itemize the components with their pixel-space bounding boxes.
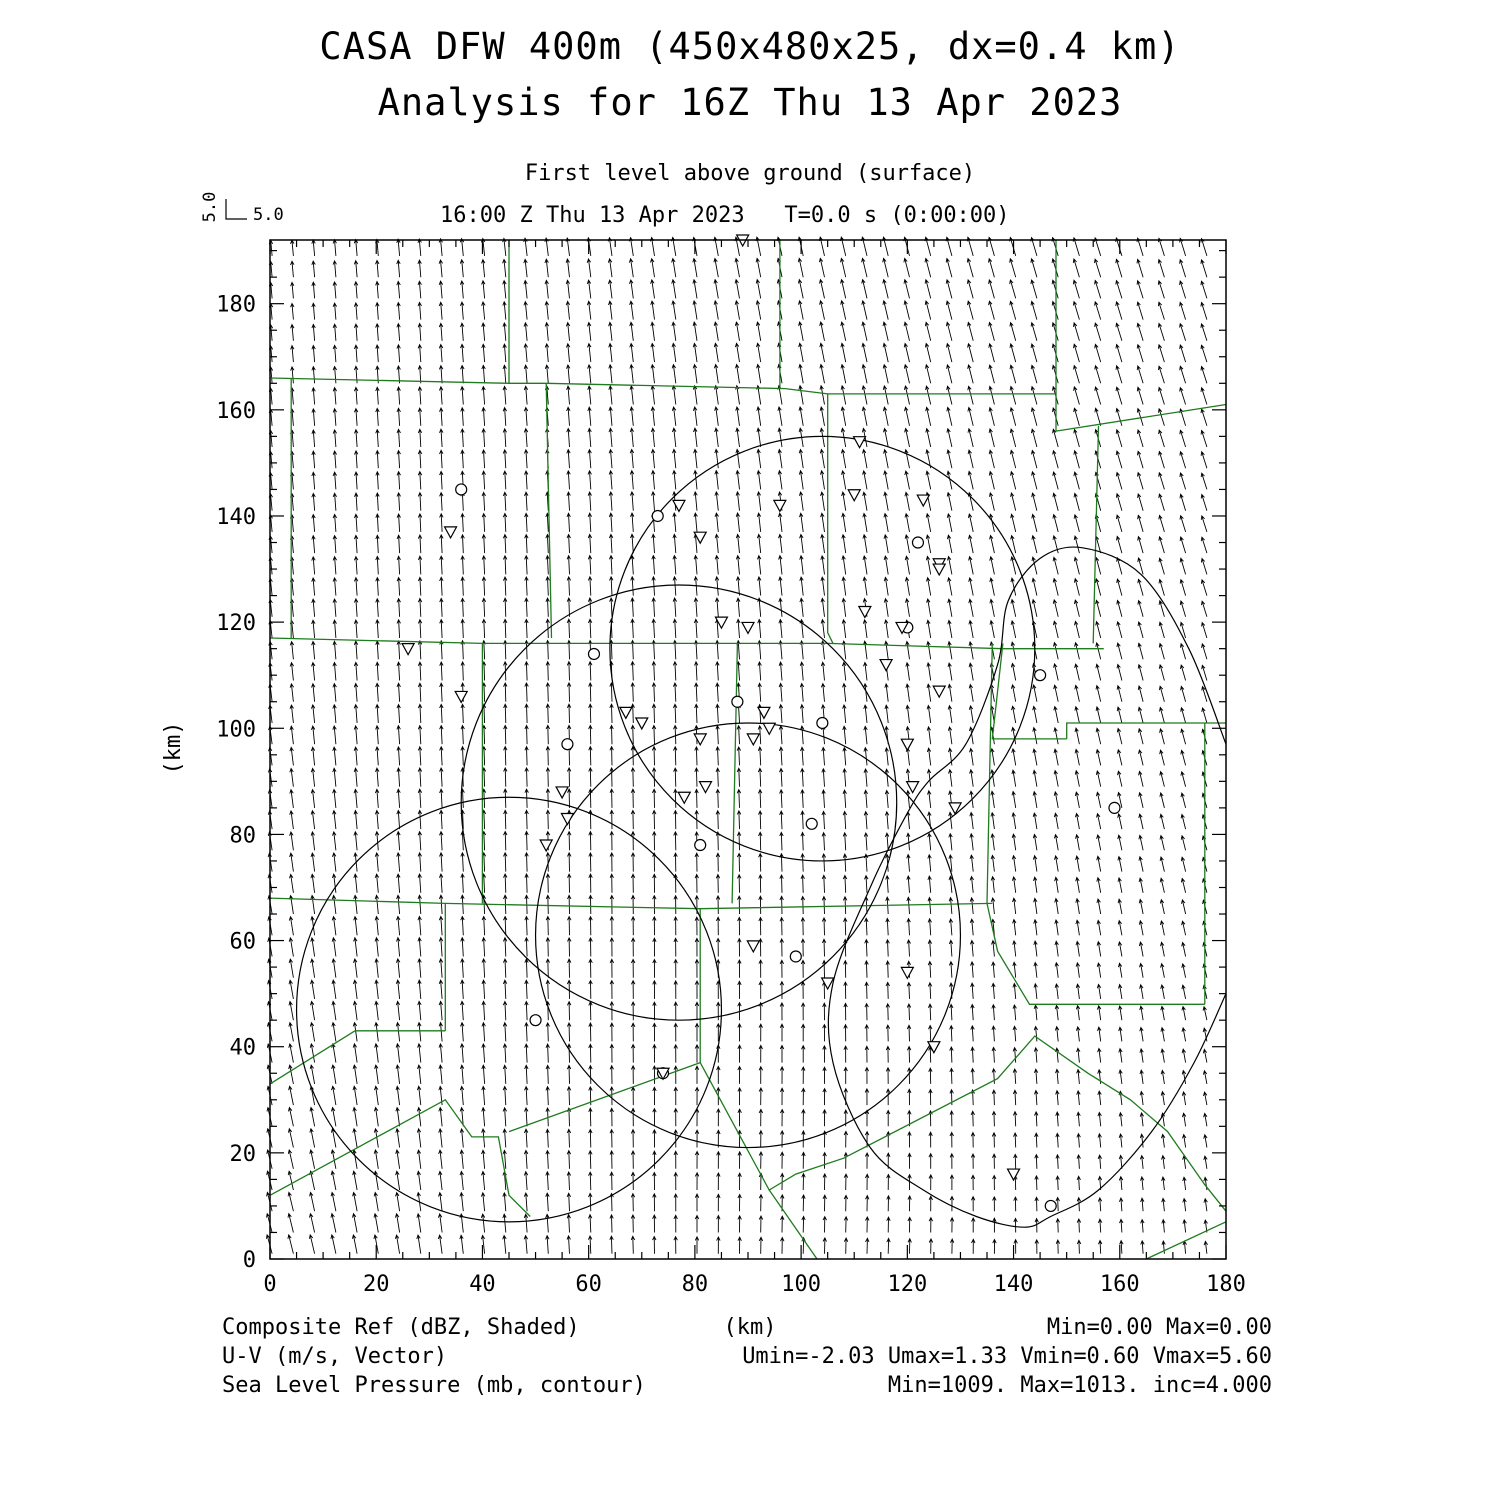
level-subtitle: First level above ground (surface) bbox=[524, 161, 976, 186]
y-axis bbox=[216, 251, 1226, 1273]
y-tick-label: 120 bbox=[216, 611, 256, 637]
footer-reflectivity-range: Min=0.00 Max=0.00 bbox=[1046, 1315, 1272, 1340]
county-boundary bbox=[270, 378, 1056, 394]
station-triangle bbox=[561, 813, 573, 824]
plot-frame bbox=[270, 240, 1226, 1259]
title-line-2: Analysis for 16Z Thu 13 Apr 2023 bbox=[377, 81, 1123, 124]
station-circle bbox=[456, 484, 467, 495]
station-triangle bbox=[848, 490, 860, 501]
station-triangle bbox=[949, 803, 961, 814]
station-triangle bbox=[901, 967, 913, 978]
y-axis-label: (km) bbox=[161, 721, 186, 775]
station-triangle bbox=[636, 718, 648, 729]
station-circle bbox=[1109, 802, 1120, 813]
station-triangle bbox=[1008, 1169, 1020, 1180]
vector-scale-v-label: 5.0 bbox=[200, 191, 220, 223]
footer-pressure-label: Sea Level Pressure (mb, contour) bbox=[222, 1373, 646, 1398]
station-triangle bbox=[933, 564, 945, 575]
station-triangle bbox=[933, 686, 945, 697]
y-tick-label: 40 bbox=[229, 1035, 256, 1061]
station-circle bbox=[562, 739, 573, 750]
station-triangle bbox=[455, 691, 467, 702]
y-tick-label: 60 bbox=[229, 929, 256, 955]
station-triangle bbox=[901, 739, 913, 750]
station-triangle bbox=[747, 941, 759, 952]
wind-vector-field bbox=[266, 237, 1207, 1254]
y-tick-label: 140 bbox=[216, 504, 256, 530]
station-triangle bbox=[673, 500, 685, 511]
station-circle bbox=[817, 717, 828, 728]
station-triangle bbox=[854, 437, 866, 448]
county-boundary bbox=[1146, 1222, 1226, 1259]
title-line-1: CASA DFW 400m (450x480x25, dx=0.4 km) bbox=[319, 25, 1181, 68]
county-boundary bbox=[270, 638, 1104, 649]
vector-scale-u-label: 5.0 bbox=[253, 205, 284, 225]
station-triangle bbox=[763, 723, 775, 734]
county-boundary bbox=[732, 643, 737, 903]
station-circle bbox=[1035, 670, 1046, 681]
footer-pressure-range: Min=1009. Max=1013. inc=4.000 bbox=[887, 1373, 1272, 1398]
station-circle bbox=[695, 840, 706, 851]
county-boundary bbox=[509, 1063, 700, 1132]
x-axis-label: (km) bbox=[723, 1315, 777, 1340]
station-triangle bbox=[917, 495, 929, 506]
footer-vector-label: U-V (m/s, Vector) bbox=[222, 1344, 448, 1369]
station-triangle bbox=[694, 734, 706, 745]
county-boundary bbox=[987, 903, 1205, 1004]
station-circle bbox=[588, 648, 599, 659]
x-tick-label: 80 bbox=[681, 1272, 709, 1297]
y-tick-label: 180 bbox=[216, 292, 256, 318]
radar-range-rings bbox=[297, 436, 1035, 1221]
y-tick-label: 20 bbox=[229, 1141, 256, 1167]
station-triangle bbox=[859, 607, 871, 618]
station-triangle bbox=[742, 622, 754, 633]
county-boundary bbox=[270, 898, 992, 909]
x-tick-label: 60 bbox=[575, 1272, 602, 1297]
footer-reflectivity-label: Composite Ref (dBZ, Shaded) bbox=[222, 1315, 580, 1340]
x-tick-label: 0 bbox=[263, 1272, 277, 1297]
x-tick-label: 180 bbox=[1206, 1272, 1246, 1297]
vector-scale-arrow bbox=[226, 199, 247, 219]
station-triangle bbox=[540, 840, 552, 851]
x-tick-label: 160 bbox=[1099, 1272, 1140, 1297]
x-tick-label: 120 bbox=[887, 1272, 928, 1297]
station-circle bbox=[806, 818, 817, 829]
y-tick-label: 0 bbox=[242, 1248, 256, 1273]
station-circle bbox=[732, 696, 743, 707]
county-boundary bbox=[1056, 405, 1226, 432]
county-boundary bbox=[769, 1190, 817, 1259]
station-triangle bbox=[747, 734, 759, 745]
county-boundary bbox=[270, 1031, 355, 1084]
x-tick-label: 140 bbox=[993, 1272, 1034, 1297]
vector-scale-key bbox=[200, 192, 284, 225]
time-subtitle: 16:00 Z Thu 13 Apr 2023 T=0.0 s (0:00:00) bbox=[440, 203, 1010, 228]
county-boundaries bbox=[270, 240, 1226, 1259]
range-ring bbox=[297, 797, 722, 1222]
station-triangle bbox=[880, 660, 892, 671]
y-tick-label: 100 bbox=[216, 717, 256, 743]
county-boundary bbox=[1093, 426, 1098, 644]
y-tick-label: 80 bbox=[229, 823, 256, 849]
x-tick-label: 40 bbox=[469, 1272, 496, 1297]
station-triangle bbox=[774, 500, 786, 511]
county-boundary bbox=[700, 1036, 1226, 1211]
y-tick-label: 160 bbox=[216, 398, 256, 424]
station-circle bbox=[912, 537, 923, 548]
footer-vector-range: Umin=-2.03 Umax=1.33 Vmin=0.60 Vmax=5.60 bbox=[742, 1344, 1272, 1369]
x-tick-label: 100 bbox=[781, 1272, 821, 1297]
county-boundary bbox=[270, 1100, 530, 1217]
x-tick-label: 20 bbox=[362, 1272, 390, 1297]
station-triangle bbox=[556, 787, 568, 798]
station-triangle bbox=[678, 792, 690, 803]
station-triangle bbox=[445, 527, 457, 538]
station-triangle bbox=[700, 782, 712, 793]
station-circle bbox=[652, 510, 663, 521]
station-triangle bbox=[402, 644, 414, 655]
station-circle bbox=[1045, 1200, 1056, 1211]
wind-vectors bbox=[266, 237, 1207, 1254]
county-boundary bbox=[828, 394, 833, 644]
station-circle bbox=[530, 1015, 541, 1026]
station-circle bbox=[790, 951, 801, 962]
